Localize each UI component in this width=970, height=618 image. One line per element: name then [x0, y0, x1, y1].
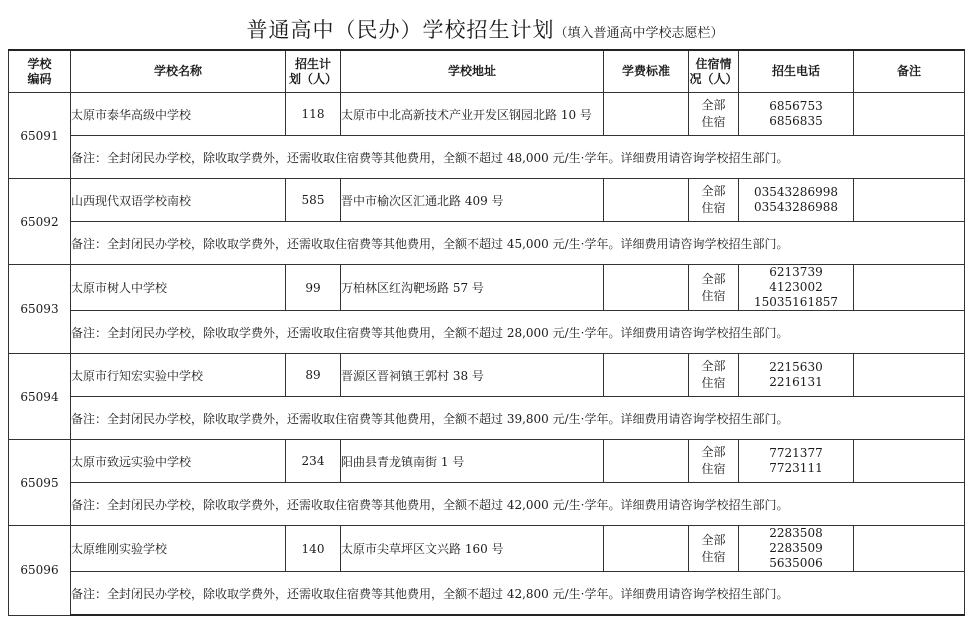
- school-fee: [604, 440, 689, 483]
- school-code: 65095: [9, 440, 71, 526]
- header-code: 学校 编码: [9, 50, 71, 93]
- school-note: 备注：全封闭民办学校，除收取学费外，还需收取住宿费等其他费用，全额不超过 48,000 元/生·学年。详细费用请咨询学校招生部门。: [71, 136, 965, 179]
- school-code: 65093: [9, 265, 71, 354]
- school-row: [9, 93, 965, 136]
- school-remark: [854, 526, 965, 572]
- title-main: 普通高中（民办）学校招生计划: [246, 18, 555, 42]
- school-note-row: [9, 222, 965, 265]
- school-note-row: [9, 397, 965, 440]
- school-row: [9, 354, 965, 397]
- school-address: 太原市中北高新技术产业开发区钢园北路 10 号: [341, 93, 604, 136]
- header-address: 学校地址: [341, 50, 604, 93]
- school-residence: 全部 住宿: [689, 179, 739, 222]
- school-phones: 2215630 2216131: [739, 354, 854, 397]
- school-fee: [604, 354, 689, 397]
- school-code: 65091: [9, 93, 71, 179]
- header-row: [9, 50, 965, 93]
- school-address: 万柏林区红沟靶场路 57 号: [341, 265, 604, 311]
- school-fee: [604, 526, 689, 572]
- school-address: 阳曲县青龙镇南街 1 号: [341, 440, 604, 483]
- school-residence: 全部 住宿: [689, 526, 739, 572]
- school-residence: 全部 住宿: [689, 354, 739, 397]
- school-note: 备注：全封闭民办学校，除收取学费外，还需收取住宿费等其他费用，全额不超过 45,000 元/生·学年。详细费用请咨询学校招生部门。: [71, 222, 965, 265]
- school-note: 备注：全封闭民办学校，除收取学费外，还需收取住宿费等其他费用，全额不超过 28,000 元/生·学年。详细费用请咨询学校招生部门。: [71, 311, 965, 354]
- school-fee: [604, 179, 689, 222]
- school-name: 太原维刚实验学校: [71, 526, 286, 572]
- school-name: 太原市行知宏实验中学校: [71, 354, 286, 397]
- school-plan: 585: [286, 179, 341, 222]
- school-phones: 6856753 6856835: [739, 93, 854, 136]
- school-plan: 234: [286, 440, 341, 483]
- school-row: [9, 440, 965, 483]
- school-phones: 7721377 7723111: [739, 440, 854, 483]
- school-note-row: [9, 311, 965, 354]
- school-fee: [604, 93, 689, 136]
- school-residence: 全部 住宿: [689, 265, 739, 311]
- school-remark: [854, 93, 965, 136]
- school-remark: [854, 265, 965, 311]
- school-code: 65092: [9, 179, 71, 265]
- school-name: 太原市树人中学校: [71, 265, 286, 311]
- school-row: [9, 265, 965, 311]
- header-remark: 备注: [854, 50, 965, 93]
- school-phones: 03543286998 03543286988: [739, 179, 854, 222]
- school-address: 太原市尖草坪区文兴路 160 号: [341, 526, 604, 572]
- school-address: 晋源区晋祠镇王郭村 38 号: [341, 354, 604, 397]
- school-row: [9, 526, 965, 572]
- title-subtitle: （填入普通高中学校志愿栏）: [554, 26, 724, 41]
- header-residence: 住宿情 况（人）: [689, 50, 739, 93]
- school-residence: 全部 住宿: [689, 93, 739, 136]
- header-fee: 学费标准: [604, 50, 689, 93]
- school-name: 山西现代双语学校南校: [71, 179, 286, 222]
- school-plan: 118: [286, 93, 341, 136]
- school-fee: [604, 265, 689, 311]
- school-row: [9, 179, 965, 222]
- school-remark: [854, 440, 965, 483]
- school-code: 65094: [9, 354, 71, 440]
- school-note: 备注：全封闭民办学校，除收取学费外，还需收取住宿费等其他费用，全额不超过 42,800 元/生·学年。详细费用请咨询学校招生部门。: [71, 572, 965, 616]
- school-note-row: [9, 136, 965, 179]
- school-plan: 140: [286, 526, 341, 572]
- school-note-row: [9, 572, 965, 616]
- page-title: [0, 14, 970, 44]
- school-plan: 89: [286, 354, 341, 397]
- school-residence: 全部 住宿: [689, 440, 739, 483]
- school-note: 备注：全封闭民办学校，除收取学费外，还需收取住宿费等其他费用，全额不超过 39,800 元/生·学年。详细费用请咨询学校招生部门。: [71, 397, 965, 440]
- school-name: 太原市致远实验中学校: [71, 440, 286, 483]
- header-name: 学校名称: [71, 50, 286, 93]
- school-address: 晋中市榆次区汇通北路 409 号: [341, 179, 604, 222]
- enrollment-plan-table: [8, 49, 965, 616]
- school-plan: 99: [286, 265, 341, 311]
- school-name: 太原市泰华高级中学校: [71, 93, 286, 136]
- school-remark: [854, 354, 965, 397]
- school-phones: 6213739 4123002 15035161857: [739, 265, 854, 311]
- school-note: 备注：全封闭民办学校，除收取学费外，还需收取住宿费等其他费用，全额不超过 42,000 元/生·学年。详细费用请咨询学校招生部门。: [71, 483, 965, 526]
- header-phone: 招生电话: [739, 50, 854, 93]
- school-remark: [854, 179, 965, 222]
- header-plan: 招生计 划（人）: [286, 50, 341, 93]
- school-note-row: [9, 483, 965, 526]
- school-phones: 2283508 2283509 5635006: [739, 526, 854, 572]
- school-code: 65096: [9, 526, 71, 616]
